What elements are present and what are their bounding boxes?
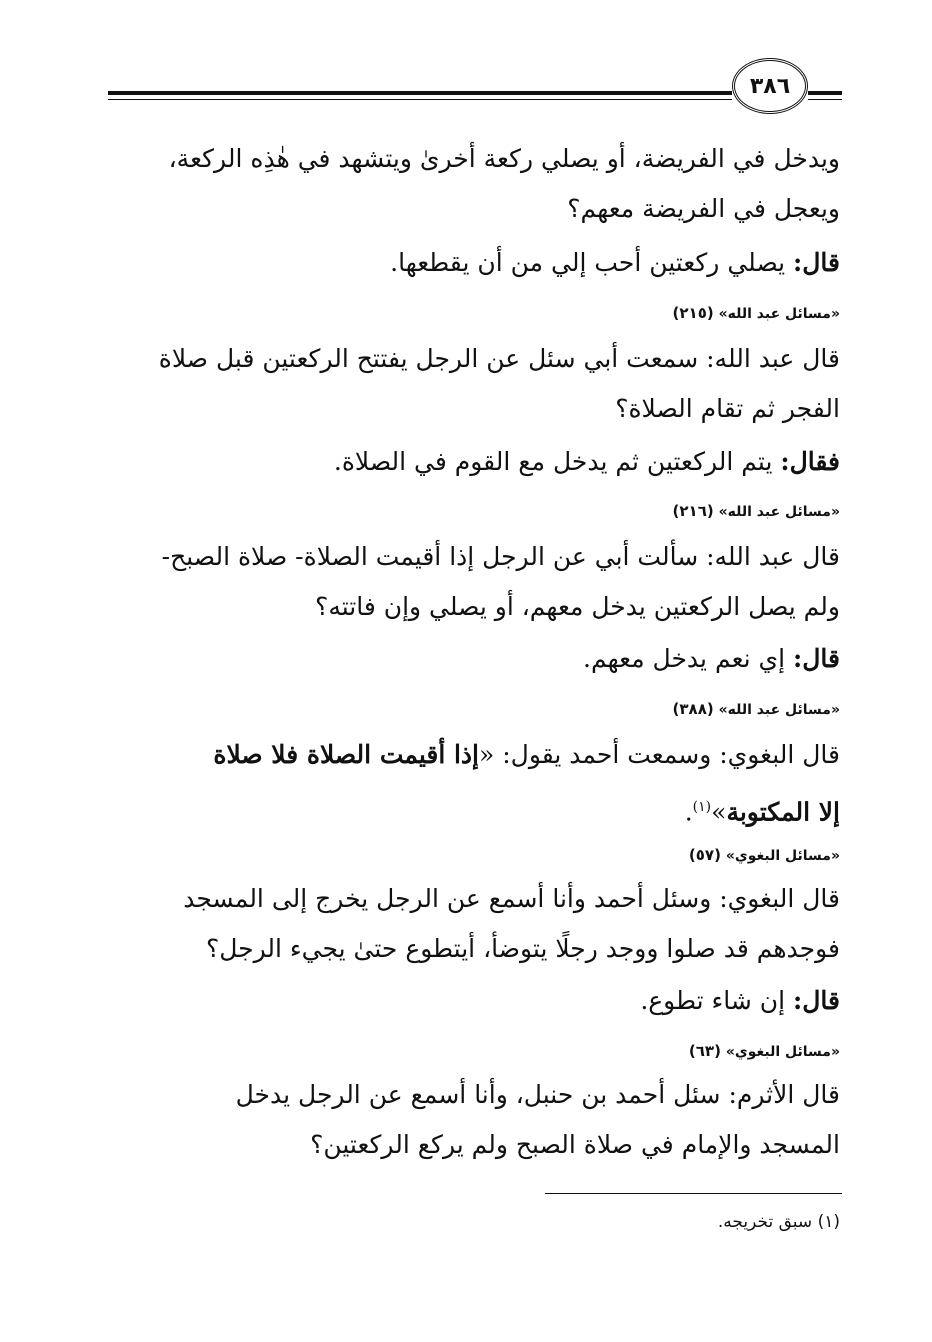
source-number: (٥٧) [688,846,721,864]
text-line-7: قال عبد الله: سألت أبي عن الرجل إذا أقيمت الصلاة- صلاة الصبح- [161,542,840,571]
text-line-9 [110,642,840,676]
source-reference-2 [110,502,840,520]
quote-intro: قال البغوي: وسمعت أحمد يقول: « [479,740,840,769]
period: . [684,797,693,827]
answer-text: يصلي ركعتين أحب إلي من أن يقطعها. [390,248,794,277]
source-title: «مسائل البغوي» [725,1044,840,1060]
text-line-13: فوجدهم قد صلوا ووجد رجلًا يتوضأ، أيتطوع حتىٰ يجيء الرجل؟ [205,934,840,963]
text-line-16: المسجد والإمام في صلاة الصبح ولم يركع الركعتين؟ [310,1130,840,1159]
text-line-14 [110,984,840,1018]
text-line-4: قال عبد الله: سمعت أبي سئل عن الرجل يفتتح الركعتين قبل صلاة [158,344,840,373]
text-line-2: ويعجل في الفريضة معهم؟ [567,194,840,223]
source-reference-1 [110,304,840,322]
speaker-label: قال: [793,986,840,1015]
answer-text: إي نعم يدخل معهم. [583,644,794,673]
source-title: «مسائل عبد الله» [718,306,840,322]
quote-text: إلا المكتوبة [726,797,840,827]
source-number: (٢١٦) [672,502,714,520]
footnote-marker: (١) [692,799,712,815]
speaker-label: قال: [793,248,840,277]
text-line-6 [110,445,840,479]
quote-text: إذا أقيمت الصلاة فلا صلاة [213,740,479,769]
text-line-8: ولم يصل الركعتين يدخل معهم، أو يصلي وإن فاتته؟ [315,592,840,621]
text-line-12: قال البغوي: وسئل أحمد وأنا أسمع عن الرجل يخرج إلى المسجد [183,884,840,913]
header-rule-left-thick [108,91,732,95]
answer-text: إن شاء تطوع. [640,986,794,1015]
source-title: «مسائل عبد الله» [718,702,840,718]
answer-text: يتم الركعتين ثم يدخل مع القوم في الصلاة. [333,447,781,476]
footnote [100,1212,840,1232]
header-rule-right-thick [808,91,842,95]
header-rule-right-thin [808,99,842,100]
speaker-label: قال: [793,644,840,673]
source-number: (٢١٥) [672,304,714,322]
text-line-10 [110,738,840,772]
text-line-11 [110,790,840,829]
footnote-text: سبق تخريجه. [717,1212,818,1232]
source-number: (٣٨٨) [672,700,714,718]
text-line-5: الفجر ثم تقام الصلاة؟ [615,394,840,423]
source-reference-4 [110,846,840,864]
source-title: «مسائل عبد الله» [718,504,840,520]
text-line-15: قال الأثرم: سئل أحمد بن حنبل، وأنا أسمع عن الرجل يدخل [235,1080,840,1109]
page-header [0,58,932,118]
header-rule-left-thin [108,99,732,100]
source-number: (٦٣) [688,1042,721,1060]
quote-close: » [711,797,727,827]
text-line-3 [110,246,840,280]
footnote-number: (١) [817,1212,840,1232]
text-line-1: ويدخل في الفريضة، أو يصلي ركعة أخرىٰ ويتشهد في هٰذِه الركعة، [168,144,840,173]
source-title: «مسائل البغوي» [725,848,840,864]
page-number: ٣٨٦ [732,58,808,114]
source-reference-3 [110,700,840,718]
source-reference-5 [110,1042,840,1060]
speaker-label: فقال: [780,447,840,476]
footnote-divider [545,1193,842,1194]
